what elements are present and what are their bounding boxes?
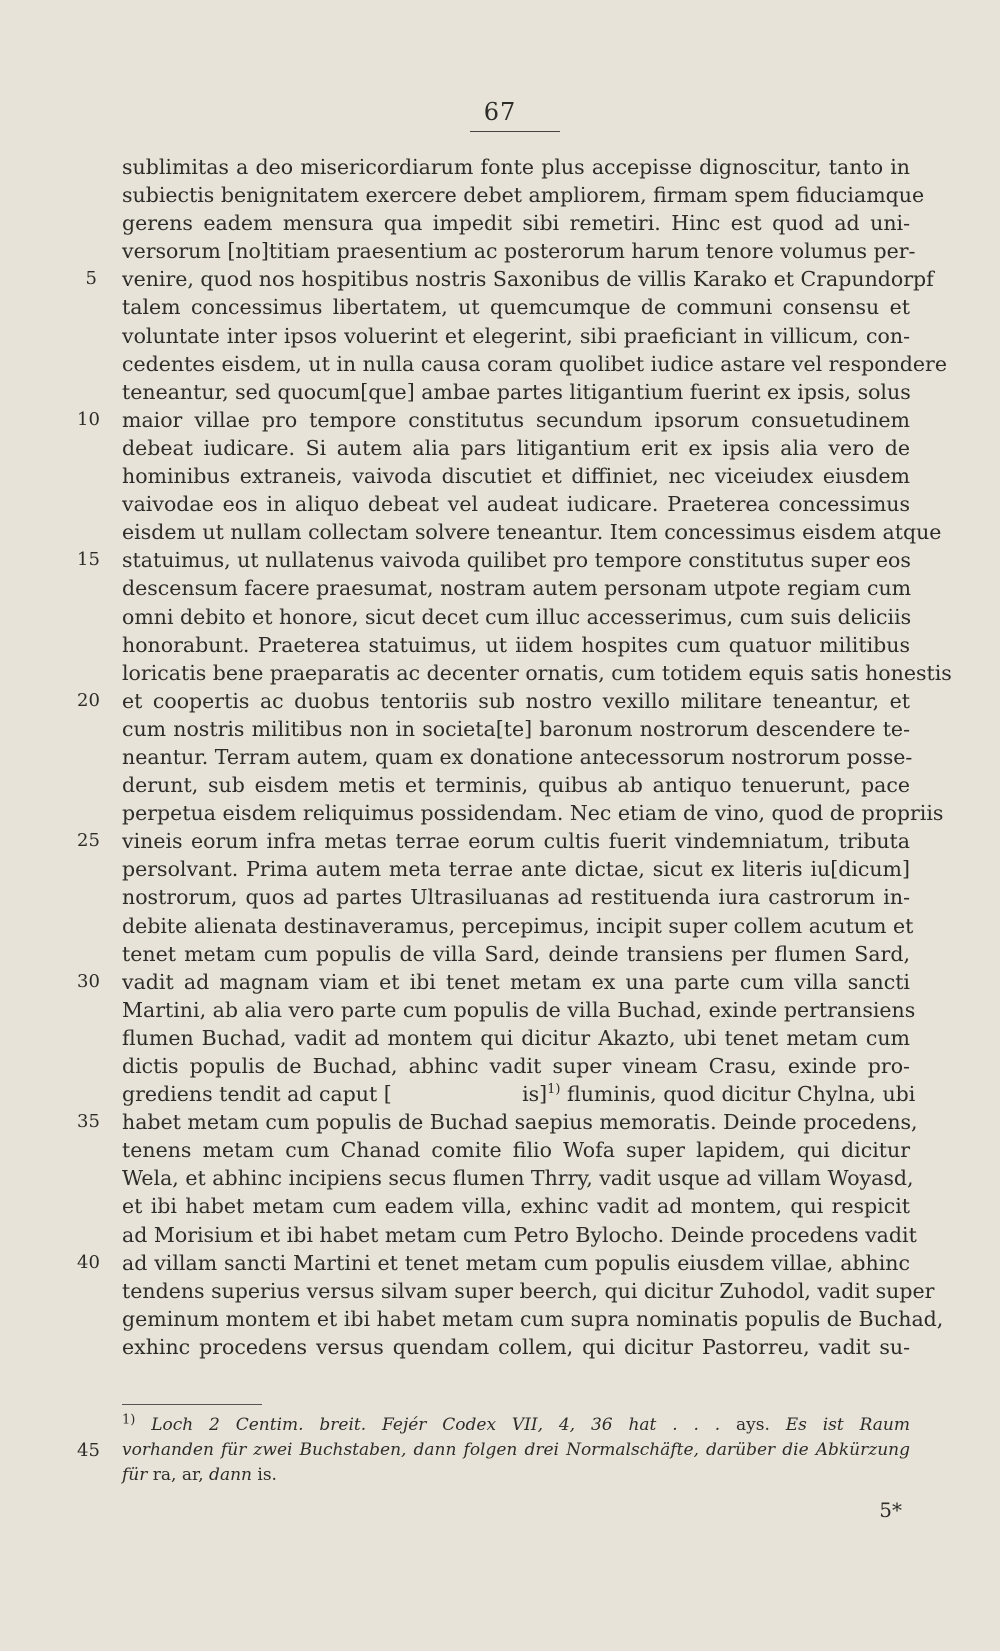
main-text <box>77 153 952 1361</box>
line-text: debeat iudicare. Si autem alia pars litigantium erit ex ipsis alia vero de <box>122 435 910 460</box>
text-line <box>77 406 910 434</box>
text-line <box>122 1192 910 1220</box>
text-line <box>122 855 910 883</box>
text-line <box>122 1277 935 1305</box>
page-number-rule <box>470 131 560 132</box>
text-line <box>85 265 934 293</box>
text-line <box>122 715 910 743</box>
line-text: ad villam sancti Martini et tenet metam cum populis eiusdem villae, abhinc <box>122 1250 910 1275</box>
line-number: 30 <box>77 970 100 992</box>
text-line <box>122 940 910 968</box>
line-text: Martini, ab alia vero parte cum populis de villa Buchad, exinde pertransiens <box>122 997 916 1022</box>
text-line <box>122 1333 910 1361</box>
line-text: voluntate inter ipsos voluerint et elegerint, sibi praeficiant in villicum, con- <box>122 323 910 348</box>
line-number: 10 <box>77 408 100 430</box>
text-line <box>122 1305 944 1333</box>
line-text: loricatis bene praeparatis ac decenter ornatis, cum totidem equis satis honestis <box>122 660 952 685</box>
line-text: tenet metam cum populis de villa Sard, deinde transiens per flumen Sard, <box>122 941 910 966</box>
footnote-line <box>122 1463 910 1488</box>
line-text: dictis populis de Buchad, abhinc vadit super vineam Crasu, exinde pro- <box>122 1054 910 1078</box>
line-number: 20 <box>77 689 100 711</box>
footnote-text: vorhanden für zwei Buchstaben, dann folgen drei Normalschäfte, darüber die Abkürzung <box>122 1440 910 1460</box>
footnote-text: ays. <box>736 1415 770 1435</box>
line-text: subiectis benignitatem exercere debet ampliorem, firmam spem fiduciamque <box>122 183 925 208</box>
line-text: vaivodae eos in aliquo debeat vel audeat iudicare. Praeterea concessimus <box>122 492 910 517</box>
text-line <box>122 659 952 687</box>
text-line <box>77 546 911 574</box>
line-text: descensum facere praesumat, nostram autem personam utpote regiam cum <box>122 576 912 601</box>
text-line <box>122 153 910 181</box>
footnote-text: für <box>122 1465 153 1485</box>
text-line <box>122 1136 910 1164</box>
text-line <box>122 378 910 406</box>
text-line <box>77 1249 910 1277</box>
line-text: venire, quod nos hospitibus nostris Saxonibus de villis Karako et Crapundorpf <box>122 267 934 292</box>
text-line <box>122 434 910 462</box>
line-number: 45 <box>77 1440 100 1461</box>
footnote-rule <box>122 1404 262 1405</box>
line-text: vadit ad magnam viam et ibi tenet metam ex una parte cum villa sancti <box>122 969 910 994</box>
line-number: 5 <box>85 268 97 290</box>
footnote-text: dann <box>203 1465 258 1485</box>
line-text: geminum montem et ibi habet metam cum supra nominatis populis de Buchad, <box>122 1306 944 1331</box>
line-text: derunt, sub eisdem metis et terminis, quibus ab antiquo tenuerunt, pace <box>122 773 910 798</box>
line-text: gerens eadem mensura qua impedit sibi remetiri. Hinc est quod ad uni- <box>122 211 910 236</box>
line-text: exhinc procedens versus quendam collem, qui dicitur Pastorreu, vadit su- <box>122 1334 910 1359</box>
line-text: habet metam cum populis de Buchad saepius memoratis. Deinde procedens, <box>122 1110 918 1135</box>
line-text: statuimus, ut nullatenus vaivoda quilibet pro tempore constitutus super eos <box>122 548 911 573</box>
text-line <box>122 799 944 827</box>
line-number: 35 <box>77 1111 100 1133</box>
text-line <box>122 1052 910 1080</box>
line-text: et ibi habet metam cum eadem villa, exhinc vadit ad montem, qui respicit <box>122 1194 910 1219</box>
footnote-text: ra, ar, <box>152 1465 204 1485</box>
text-line <box>122 1221 917 1249</box>
text-line <box>122 743 913 771</box>
line-text: omni debito et honore, sicut decet cum illuc accesserimus, cum suis deliciis <box>122 604 912 629</box>
text-line <box>122 181 925 209</box>
text-line <box>122 209 910 237</box>
text-line <box>122 1080 916 1108</box>
footnote-text: is. <box>257 1465 277 1485</box>
line-text: debite alienata destinaveramus, percepimus, incipit super collem acutum et <box>122 913 914 938</box>
text-line <box>77 968 910 996</box>
text-line <box>122 237 916 265</box>
text-line <box>122 603 910 631</box>
footnotes <box>77 1412 910 1488</box>
text-line <box>122 912 914 940</box>
line-number: 15 <box>77 549 100 571</box>
text-line <box>122 631 910 659</box>
line-text: ad Morisium et ibi habet metam cum Petro Bylocho. Deinde procedens vadit <box>122 1222 917 1247</box>
text-line <box>122 293 910 321</box>
text-line <box>122 1164 914 1192</box>
line-text: perpetua eisdem reliquimus possidendam. Nec etiam de vino, quod de propriis <box>122 801 944 826</box>
text-line <box>122 490 910 518</box>
footnote-line <box>122 1413 910 1438</box>
text-line <box>122 462 910 490</box>
line-text: hominibus extraneis, vaivoda discutiet et diffiniet, nec viceiudex eiusdem <box>122 464 910 489</box>
line-text: maior villae pro tempore constitutus secundum ipsorum consuetudinem <box>122 407 910 432</box>
sheet-signature: 5* <box>879 1498 902 1522</box>
footnote-marker: 1) <box>122 1412 136 1428</box>
line-text: vineis eorum infra metas terrae eorum cultis fuerit vindemniatum, tributa <box>122 829 910 854</box>
text-line <box>122 771 910 799</box>
line-text: et coopertis ac duobus tentoriis sub nostro vexillo militare teneantur, et <box>122 688 910 713</box>
page-number: 67 <box>483 98 517 126</box>
line-text: honorabunt. Praeterea statuimus, ut iidem hospites cum quatuor militibus <box>122 632 910 657</box>
line-text: fluminis, quod dicitur Chylna, ubi <box>560 1082 916 1107</box>
text-line <box>122 350 947 378</box>
line-text: sublimitas a deo misericordiarum fonte plus accepisse dignoscitur, tanto in <box>122 155 910 179</box>
footnote-reference: 1) <box>547 1082 561 1098</box>
text-line <box>122 322 910 350</box>
text-line <box>77 827 910 855</box>
text-line <box>122 996 916 1024</box>
footnote-line <box>77 1438 910 1463</box>
footnote-text: Es ist Raum <box>769 1415 910 1435</box>
text-line <box>122 518 942 546</box>
line-number: 40 <box>77 1251 100 1273</box>
line-text: grediens tendit ad caput [ is] <box>122 1082 548 1107</box>
line-text: flumen Buchad, vadit ad montem qui dicitur Akazto, ubi tenet metam cum <box>122 1025 910 1050</box>
line-text: persolvant. Prima autem meta terrae ante dictae, sicut ex literis iu[dicum] <box>122 857 910 882</box>
line-text: tendens superius versus silvam super beerch, qui dicitur Zuhodol, vadit super <box>122 1278 935 1303</box>
text-line <box>122 1024 910 1052</box>
text-line <box>122 574 910 602</box>
line-text: neantur. Terram autem, quam ex donatione antecessorum nostrorum posse- <box>122 744 913 769</box>
line-text: tenens metam cum Chanad comite filio Wofa super lapidem, qui dicitur <box>122 1138 910 1163</box>
footnote-text: Loch 2 Centim. breit. Fejér Codex VII, 4, 36 hat . . . <box>135 1415 737 1435</box>
text-line <box>77 1108 918 1136</box>
text-line <box>122 883 910 911</box>
line-number: 25 <box>77 830 100 852</box>
line-text: nostrorum, quos ad partes Ultrasiluanas ad restituenda iura castrorum in- <box>122 885 910 910</box>
line-text: versorum [no]titiam praesentium ac posterorum harum tenore volumus per- <box>122 239 916 264</box>
line-text: talem concessimus libertatem, ut quemcumque de communi consensu et <box>122 295 910 320</box>
line-text: Wela, et abhinc incipiens secus flumen Thrry, vadit usque ad villam Woyasd, <box>122 1166 914 1191</box>
line-text: teneantur, sed quocum[que] ambae partes litigantium fuerint ex ipsis, solus <box>122 379 911 404</box>
text-line <box>77 687 910 715</box>
line-text: eisdem ut nullam collectam solvere teneantur. Item concessimus eisdem atque <box>122 520 942 545</box>
line-text: cum nostris militibus non in societa[te] baronum nostrorum descendere te- <box>122 716 910 741</box>
line-text: cedentes eisdem, ut in nulla causa coram quolibet iudice astare vel respondere <box>122 351 947 376</box>
